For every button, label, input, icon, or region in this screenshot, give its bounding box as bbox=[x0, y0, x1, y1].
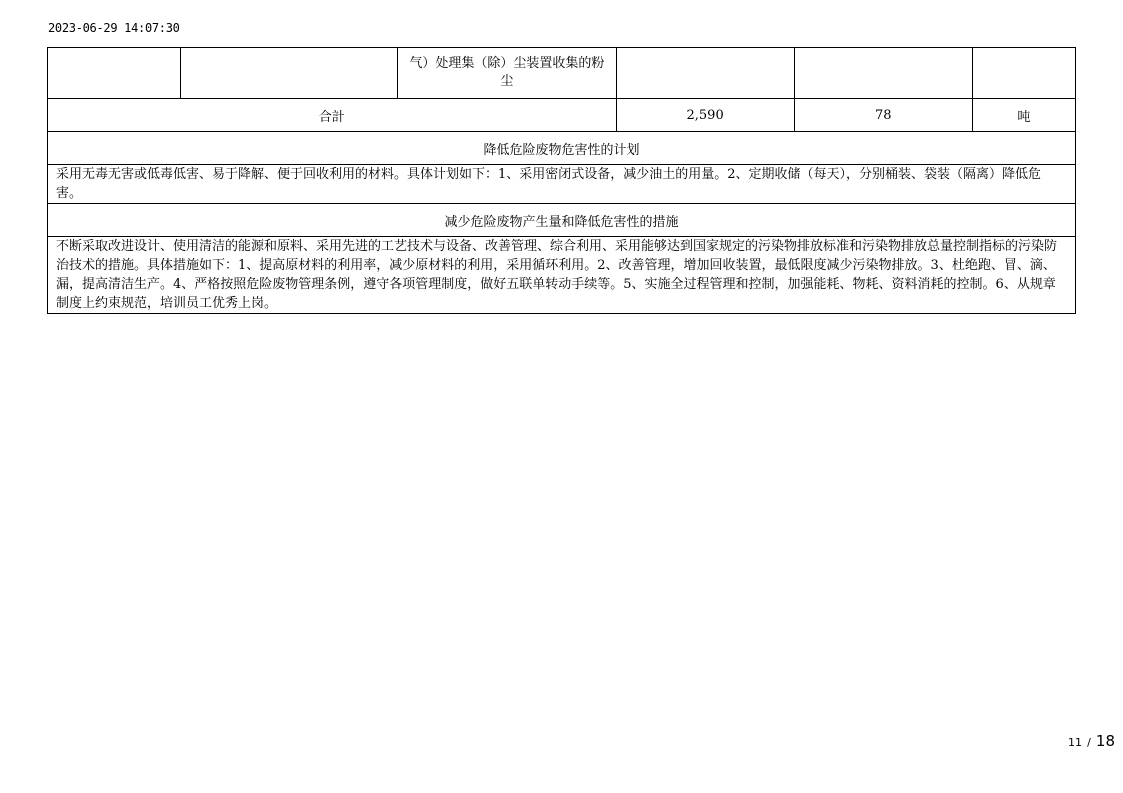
section-heading-row bbox=[48, 132, 1076, 165]
section-heading-row bbox=[48, 204, 1076, 237]
table-cell bbox=[794, 48, 972, 99]
table-row bbox=[48, 48, 1076, 99]
waste-source-cell: 气）处理集（除）尘装置收集的粉尘 bbox=[398, 48, 616, 99]
page-separator: / bbox=[1087, 736, 1091, 749]
table-cell bbox=[616, 48, 794, 99]
total-value-1: 2,590 bbox=[616, 99, 794, 132]
page-indicator bbox=[1068, 731, 1115, 750]
current-page: 11 bbox=[1068, 736, 1082, 749]
table-cell bbox=[181, 48, 398, 99]
table-cell bbox=[48, 48, 181, 99]
plan-text: 采用无毒无害或低毒低害、易于降解、便于回收利用的材料。具体计划如下：1、采用密闭式设备，减少油土的用量。2、定期收储（每天），分别桶装、袋装（隔离）降低危害。 bbox=[48, 165, 1076, 204]
print-timestamp: 2023-06-29 14:07:30 bbox=[48, 21, 180, 35]
waste-table bbox=[47, 47, 1076, 314]
measures-text: 不断采取改进设计、使用清洁的能源和原料、采用先进的工艺技术与设备、改善管理、综合利用、采用能够达到国家规定的污染物排放标准和污染物排放总量控制指标的污染防治技术的措施。具体措施如下：1、提高原材料的利用率，减少原材料的利用，采用循环利用。2、改善管理，增加回收装置，最低限度减少污染物排放。3、杜绝跑、冒、滴、漏，提高清洁生产。4、严格按照危险废物管理条例，遵守各项管理制度，做好五联单转动手续等。5、实施全过程管理和控制，加强能耗、物耗、资料消耗的控制。6、从规章制度上约束规范，培训员工优秀上岗。 bbox=[48, 237, 1076, 314]
total-value-2: 78 bbox=[794, 99, 972, 132]
section-text-row bbox=[48, 237, 1076, 314]
total-row bbox=[48, 99, 1076, 132]
table-cell bbox=[972, 48, 1075, 99]
section-text-row bbox=[48, 165, 1076, 204]
measures-heading: 减少危险废物产生量和降低危害性的措施 bbox=[48, 204, 1076, 237]
total-pages: 18 bbox=[1095, 732, 1115, 750]
total-unit: 吨 bbox=[972, 99, 1075, 132]
plan-heading: 降低危险废物危害性的计划 bbox=[48, 132, 1076, 165]
total-label: 合計 bbox=[48, 99, 617, 132]
